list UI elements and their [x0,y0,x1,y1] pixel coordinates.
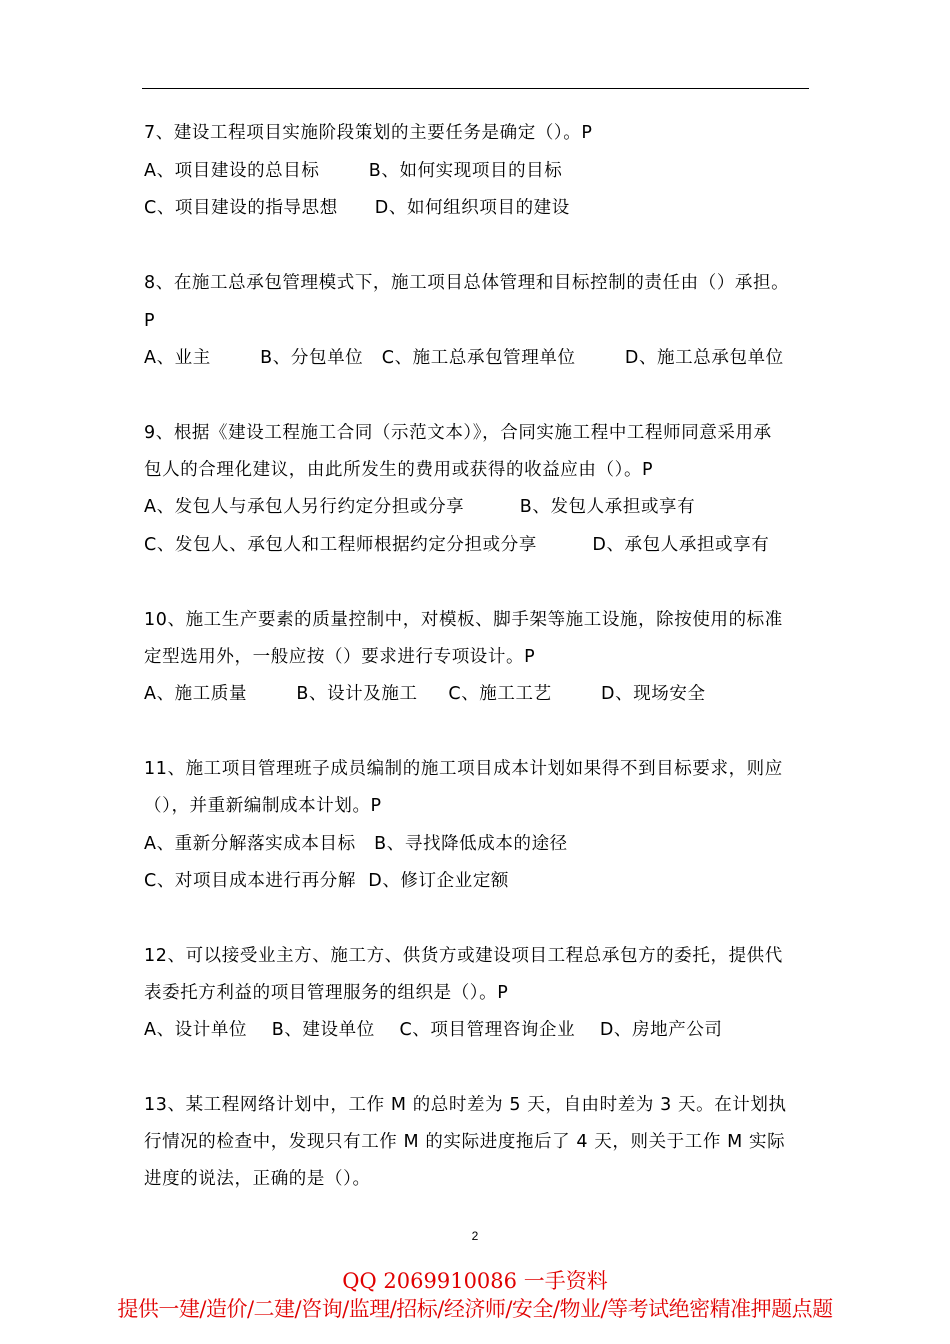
q13-stem: 13、某工程网络计划中，工作 M 的总时差为 5 天，自由时差为 3 天。在计划执 [144,1095,787,1115]
q9-stem-cont: 包人的合理化建议，由此所发生的费用或获得的收益应由（）。P [144,460,654,480]
q9-options-ab: A、发包人与承包人另行约定分担或分享 B、发包人承担或享有 [144,497,696,517]
q8-options: A、业主 B、分包单位 C、施工总承包管理单位 D、施工总承包单位 [144,348,784,368]
q10-stem: 10、施工生产要素的质量控制中，对模板、脚手架等施工设施，除按使用的标准 [144,610,783,630]
header-rule [142,88,809,89]
q12-stem-cont: 表委托方利益的项目管理服务的组织是（）。P [144,983,509,1003]
q8-stem-cont: P [144,311,156,331]
q10-stem-cont: 定型选用外，一般应按（）要求进行专项设计。P [144,647,536,667]
q7-options-ab: A、项目建设的总目标 B、如何实现项目的目标 [144,161,563,181]
q7-options-cd: C、项目建设的指导思想 D、如何组织项目的建设 [144,198,570,218]
q9-options-cd: C、发包人、承包人和工程师根据约定分担或分享 D、承包人承担或享有 [144,535,770,555]
q11-stem-cont: （），并重新编制成本计划。P [144,796,382,816]
q9-stem: 9、根据《建设工程施工合同（示范文本）》，合同实施工程中工程师同意采用承 [144,423,772,443]
q7-stem: 7、建设工程项目实施阶段策划的主要任务是确定（）。P [144,123,593,143]
watermark-services: 提供一建/造价/二建/咨询/监理/招标/经济师/安全/物业/等考试绝密精准押题点题 [117,1297,833,1321]
q12-stem: 12、可以接受业主方、施工方、供货方或建设项目工程总承包方的委托，提供代 [144,946,783,966]
q11-stem: 11、施工项目管理班子成员编制的施工项目成本计划如果得不到目标要求，则应 [144,759,783,779]
q10-options: A、施工质量 B、设计及施工 C、施工工艺 D、现场安全 [144,684,706,704]
q8-stem: 8、在施工总承包管理模式下，施工项目总体管理和目标控制的责任由（）承担。 [144,273,790,293]
q11-options-ab: A、重新分解落实成本目标 B、寻找降低成本的途径 [144,834,568,854]
q13-stem-cont2: 进度的说法，正确的是（）。 [144,1169,371,1189]
watermark-contact: QQ 2069910086 一手资料 [342,1269,608,1293]
page-number: 2 [471,1229,479,1243]
q12-options: A、设计单位 B、建设单位 C、项目管理咨询企业 D、房地产公司 [144,1020,723,1040]
q11-options-cd: C、对项目成本进行再分解 D、修订企业定额 [144,871,510,891]
q13-stem-cont: 行情况的检查中，发现只有工作 M 的实际进度拖后了 4 天，则关于工作 M 实际 [144,1132,786,1152]
